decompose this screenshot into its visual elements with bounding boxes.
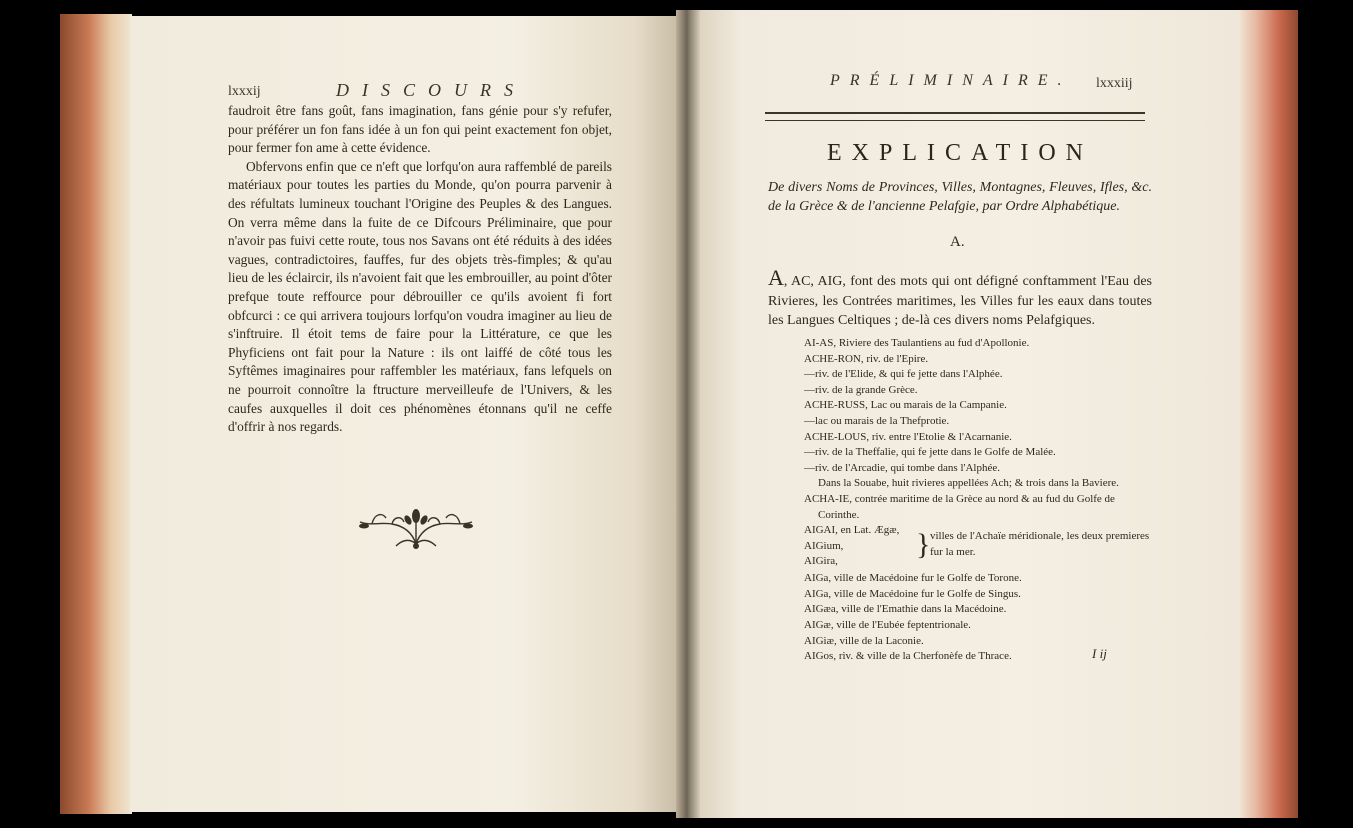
book-gutter bbox=[676, 10, 700, 818]
right-page-edges bbox=[1238, 10, 1298, 818]
floral-ornament-icon bbox=[352, 504, 480, 554]
list-item: AIGAI, en Lat. Ægæ, bbox=[804, 524, 900, 537]
list-item: AIGa, ville de Macédoine fur le Golfe de Torone. bbox=[804, 572, 1022, 585]
list-item: —riv. de l'Elide, & qui fe jette dans l'Alphée. bbox=[804, 368, 1003, 381]
left-paragraph-2: Obfervons enfin que ce n'eft que lorfqu'on aura raffemblé de pareils matériaux pour toutes les parties du Monde, qu'on pourra parvenir à des réfultats lumineux touchant l'Origine des Peuples & des Langues. On verra même dans la fuite de ce Difcours Préliminaire, que pour n'avoir pas fuivi cette route, tous nos Savans ont été réduits à des idées vagues, contradictoires, fauffes, fur des objets très-fimples; & qu'au lieu de les éclaircir, ils n'avoient fait que les embrouiller, au point d'ôter prefque toute reffource pour débrouiller ce qu'ils avoient fi fort obfcurci : ce qui arrivera toujours lorfqu'on voudra imaginer au lieu de s'inftruire. Il étoit tems de faire pour la Littérature, ce que les Phyficiens ont fait pour la Nature : ils ont laiffé de côté tous les Syftêmes imaginaires pour raffembler les matériaux, fans lefquels on ne pourroit connoître la ftructure merveilleufe de l'Univers, & les caufes auxquelles il doit ces phénomènes étonnans qu'il ne ceffe d'offrir à nos regards. bbox=[228, 158, 612, 435]
signature-mark: I ij bbox=[1092, 646, 1107, 661]
list-item: AIGos, riv. & ville de la Cherfonèfe de Thrace. bbox=[804, 650, 1012, 663]
bracket-description: villes de l'Achaïe méridionale, les deux premieres fur la mer. bbox=[930, 530, 1150, 558]
header-rule bbox=[765, 112, 1145, 121]
list-item: AIGæ, ville de l'Eubée feptentrionale. bbox=[804, 618, 971, 631]
list-item: Corinthe. bbox=[818, 508, 860, 521]
section-subtitle: De divers Noms de Provinces, Villes, Montagnes, Fleuves, Ifles, &c. de la Grèce & de l'ancienne Pelafgie, par Ordre Alphabétique. bbox=[768, 180, 1152, 214]
left-page-edges bbox=[60, 14, 132, 814]
left-running-head: DISCOURS bbox=[336, 80, 526, 100]
right-page-number: lxxxiij bbox=[1096, 76, 1133, 91]
left-page-header bbox=[228, 82, 648, 104]
list-item: Dans la Souabe, huit rivieres appellées Ach; & trois dans la Baviere. bbox=[818, 477, 1119, 490]
list-item: ACHE-LOUS, riv. entre l'Etolie & l'Acarnanie. bbox=[804, 430, 1012, 443]
left-page-number: lxxxij bbox=[228, 84, 261, 99]
brace-icon: } bbox=[916, 528, 931, 562]
list-item: —riv. de la Theffalie, qui fe jette dans le Golfe de Malée. bbox=[804, 446, 1056, 459]
alphabet-letter: A. bbox=[950, 234, 965, 250]
list-item: —riv. de l'Arcadie, qui tombe dans l'Alphée. bbox=[804, 461, 1001, 474]
left-paragraph-1: faudroit être fans goût, fans imagination, fans génie pour s'y refufer, pour préférer un fon fans idée à un fon qui peint exactement fon objet, pour fermer fon ame à cette évidence. bbox=[228, 103, 612, 156]
left-page-body bbox=[228, 102, 612, 437]
drop-letter: A bbox=[768, 265, 784, 290]
list-item: AIGium, bbox=[804, 539, 844, 552]
glossary-entries bbox=[804, 336, 1154, 665]
list-item: AIGæa, ville de l'Emathie dans la Macédoine. bbox=[804, 603, 1007, 616]
list-item: —riv. de la grande Grèce. bbox=[804, 383, 918, 396]
intro-text: , AC, AIG, font des mots qui ont défigné conftamment l'Eau des Rivieres, les Contrées maritimes, les Villes fur les eaux dans toutes les Langues Celtiques ; de-là ces divers noms Pelafgiques. bbox=[768, 274, 1152, 328]
list-item: ACHE-RON, riv. de l'Epire. bbox=[804, 352, 929, 365]
list-item: AIGiæ, ville de la Laconie. bbox=[804, 634, 924, 647]
bracket-names bbox=[804, 523, 924, 570]
section-title: EXPLICATION bbox=[827, 140, 1093, 166]
list-item: AIGa, ville de Macédoine fur le Golfe de Singus. bbox=[804, 587, 1021, 600]
right-page-header bbox=[800, 74, 1160, 98]
right-running-head: PRÉLIMINAIRE. bbox=[830, 72, 1072, 89]
list-item: ACHE-RUSS, Lac ou marais de la Campanie. bbox=[804, 399, 1007, 412]
list-item: AI-AS, Riviere des Taulantiens au fud d'Apollonie. bbox=[804, 337, 1030, 349]
list-item: AIGira, bbox=[804, 555, 838, 568]
intro-paragraph bbox=[768, 265, 1152, 331]
list-item: —lac ou marais de la Thefprotie. bbox=[804, 414, 950, 427]
list-item: ACHA-IE, contrée maritime de la Grèce au nord & au fud du Golfe de bbox=[804, 492, 1115, 505]
bracketed-entry bbox=[804, 523, 1154, 571]
